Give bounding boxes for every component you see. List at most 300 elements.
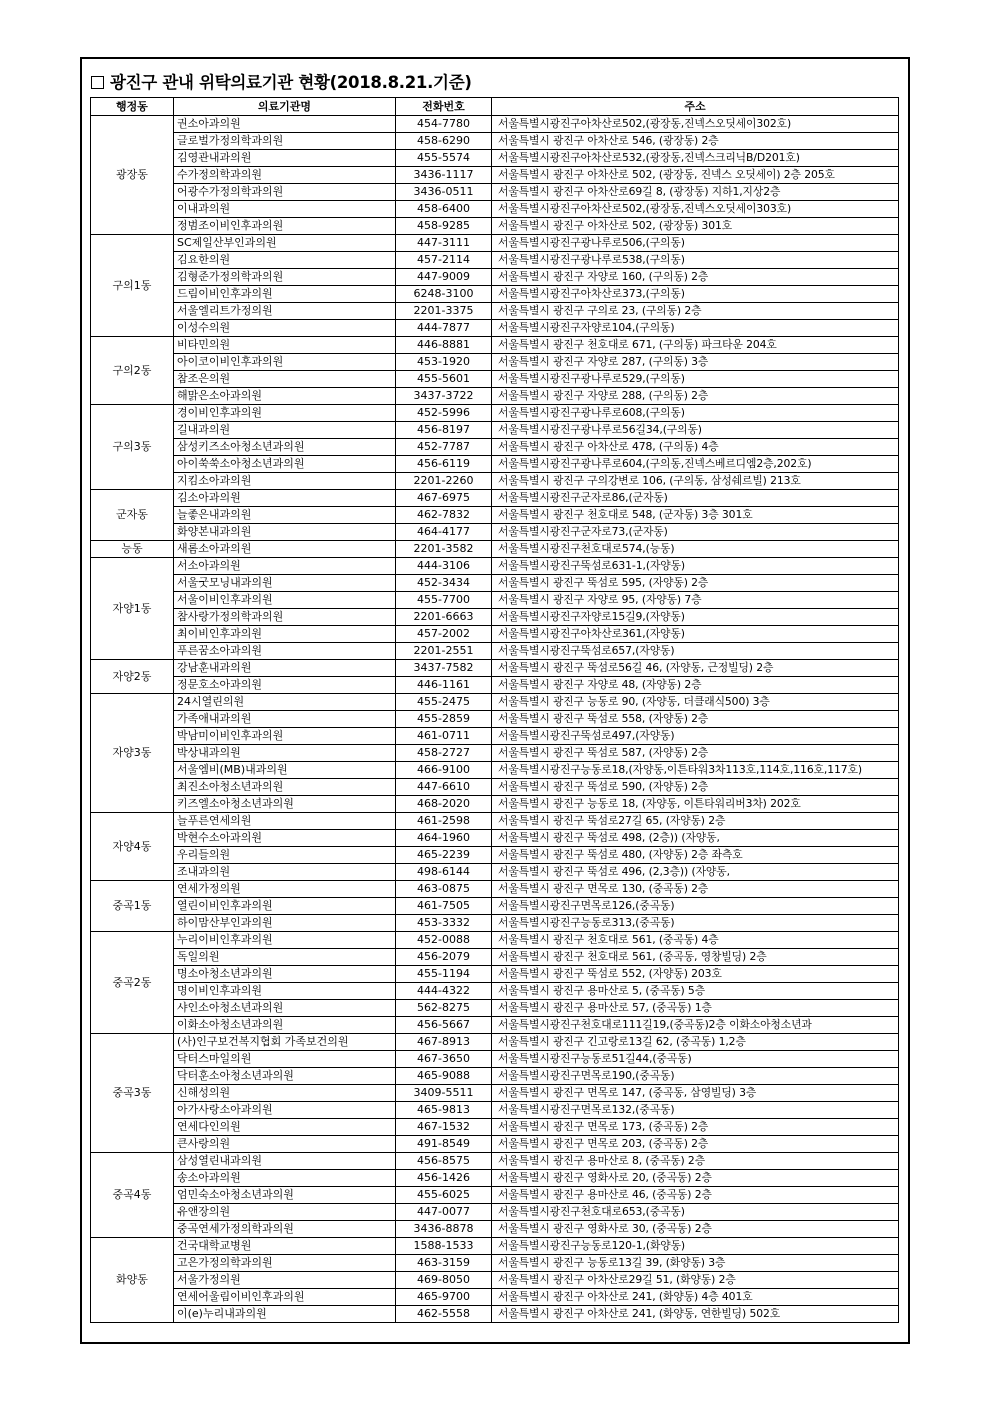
phone-cell: 453-3332 [396,915,492,932]
institution-name-cell: 어광수가정의학과의원 [174,184,396,201]
institution-name-cell: (사)인구보건복지협회 가족보건의원 [174,1034,396,1051]
institution-name-cell: 박상내과의원 [174,745,396,762]
phone-cell: 453-1920 [396,354,492,371]
table-row [91,694,899,711]
table-row [91,1204,899,1221]
phone-cell: 1588-1533 [396,1238,492,1255]
phone-cell: 467-1532 [396,1119,492,1136]
institution-name-cell: 연세다인의원 [174,1119,396,1136]
phone-cell: 461-2598 [396,813,492,830]
table-row [91,847,899,864]
dong-cell: 중곡3동 [91,1034,174,1153]
institution-name-cell: 최진소아청소년과의원 [174,779,396,796]
phone-cell: 444-4322 [396,983,492,1000]
address-cell: 서울특별시광진구아차산로502,(광장동,진넥스오딧세이302호) [492,116,899,133]
address-cell: 서울특별시광진구능동로313,(중곡동) [492,915,899,932]
dong-cell: 중곡1동 [91,881,174,932]
table-row [91,575,899,592]
table-row [91,1102,899,1119]
table-row [91,949,899,966]
dong-cell: 중곡2동 [91,932,174,1034]
address-cell: 서울특별시 광진구 면목로 130, (중곡동) 2층 [492,881,899,898]
address-cell: 서울특별시 광진구 자양로 160, (구의동) 2층 [492,269,899,286]
address-cell: 서울특별시광진구광나루로538,(구의동) [492,252,899,269]
table-row [91,218,899,235]
table-row [91,354,899,371]
institution-name-cell: 큰사랑의원 [174,1136,396,1153]
address-cell: 서울특별시광진구면목로190,(중곡동) [492,1068,899,1085]
phone-cell: 454-7780 [396,116,492,133]
institution-name-cell: 경이비인후과의원 [174,405,396,422]
phone-cell: 465-2239 [396,847,492,864]
institution-name-cell: 최이비인후과의원 [174,626,396,643]
institution-name-cell: 닥터스마일의원 [174,1051,396,1068]
phone-cell: 458-9285 [396,218,492,235]
table-row [91,371,899,388]
table-row [91,524,899,541]
phone-cell: 2201-6663 [396,609,492,626]
institution-name-cell: 아이쑥쑥소아청소년과의원 [174,456,396,473]
address-cell: 서울특별시 광진구 아차산로 502, (광장동, 진넥스 오딧세이) 2층 205호 [492,167,899,184]
phone-cell: 467-3650 [396,1051,492,1068]
institution-name-cell: 이(e)누리내과의원 [174,1306,396,1323]
table-row [91,1238,899,1255]
institution-name-cell: 참조은의원 [174,371,396,388]
dong-cell: 자양1동 [91,558,174,660]
phone-cell: 447-0077 [396,1204,492,1221]
address-cell: 서울특별시 광진구 영화사로 20, (중곡동) 2층 [492,1170,899,1187]
phone-cell: 458-6400 [396,201,492,218]
phone-cell: 463-3159 [396,1255,492,1272]
institution-name-cell: 샤인소아청소년과의원 [174,1000,396,1017]
address-cell: 서울특별시 광진구 면목로 173, (중곡동) 2층 [492,1119,899,1136]
table-row [91,541,899,558]
address-cell: 서울특별시 광진구 뚝섬로27길 65, (자양동) 2층 [492,813,899,830]
address-cell: 서울특별시광진구능동로51길44,(중곡동) [492,1051,899,1068]
dong-cell: 화양동 [91,1238,174,1323]
table-row [91,1136,899,1153]
phone-cell: 458-6290 [396,133,492,150]
table-row [91,1034,899,1051]
phone-cell: 2201-3582 [396,541,492,558]
address-cell: 서울특별시광진구천호대로653,(중곡동) [492,1204,899,1221]
institution-name-cell: 정범조이비인후과의원 [174,218,396,235]
address-cell: 서울특별시 광진구 뚝섬로 587, (자양동) 2층 [492,745,899,762]
institution-name-cell: 늘푸른연세의원 [174,813,396,830]
phone-cell: 463-0875 [396,881,492,898]
table-row [91,864,899,881]
address-cell: 서울특별시 광진구 아차산로69길 8, (광장동) 지하1,지상2층 [492,184,899,201]
address-cell: 서울특별시광진구광나루로506,(구의동) [492,235,899,252]
phone-cell: 444-3106 [396,558,492,575]
table-row [91,303,899,320]
table-row [91,473,899,490]
address-cell: 서울특별시 광진구 아차산로 478, (구의동) 4층 [492,439,899,456]
table-row [91,779,899,796]
phone-cell: 461-0711 [396,728,492,745]
institution-name-cell: 늘좋은내과의원 [174,507,396,524]
address-cell: 서울특별시광진구아차산로532,(광장동,진넥스크리닉B/D201호) [492,150,899,167]
phone-cell: 467-6975 [396,490,492,507]
checkbox-square-icon [91,76,104,89]
phone-cell: 457-2114 [396,252,492,269]
table-row [91,1153,899,1170]
institution-name-cell: 푸른꿈소아과의원 [174,643,396,660]
phone-cell: 455-1194 [396,966,492,983]
phone-cell: 456-8575 [396,1153,492,1170]
table-row [91,898,899,915]
institution-name-cell: 독일의원 [174,949,396,966]
table-row [91,252,899,269]
institution-name-cell: 박현수소아과의원 [174,830,396,847]
phone-cell: 447-3111 [396,235,492,252]
table-row [91,677,899,694]
address-cell: 서울특별시 광진구 구의강변로 106, (구의동, 삼성쉐르빌) 213호 [492,473,899,490]
address-cell: 서울특별시 광진구 자양로 288, (구의동) 2층 [492,388,899,405]
phone-cell: 462-7832 [396,507,492,524]
institution-name-cell: 서울가정의원 [174,1272,396,1289]
institution-name-cell: 김요한의원 [174,252,396,269]
address-cell: 서울특별시광진구군자로86,(군자동) [492,490,899,507]
address-cell: 서울특별시광진구군자로73,(군자동) [492,524,899,541]
address-cell: 서울특별시 광진구 긴고랑로13길 62, (중곡동) 1,2층 [492,1034,899,1051]
address-cell: 서울특별시 광진구 뚝섬로 480, (자양동) 2층 좌측호 [492,847,899,864]
address-cell: 서울특별시광진구면목로132,(중곡동) [492,1102,899,1119]
phone-cell: 455-5601 [396,371,492,388]
phone-cell: 3437-7582 [396,660,492,677]
phone-cell: 455-5574 [396,150,492,167]
address-cell: 서울특별시 광진구 뚝섬로 498, (2층)) (자양동, [492,830,899,847]
phone-cell: 461-7505 [396,898,492,915]
phone-cell: 458-2727 [396,745,492,762]
table-row [91,235,899,252]
phone-cell: 446-1161 [396,677,492,694]
phone-cell: 456-6119 [396,456,492,473]
phone-cell: 6248-3100 [396,286,492,303]
table-row [91,932,899,949]
institution-name-cell: 24시열린의원 [174,694,396,711]
institution-name-cell: 연세가정의원 [174,881,396,898]
table-row [91,184,899,201]
phone-cell: 464-4177 [396,524,492,541]
phone-cell: 462-5558 [396,1306,492,1323]
address-cell: 서울특별시 광진구 아차산로 241, (화양동, 연한빌딩) 502호 [492,1306,899,1323]
phone-cell: 456-2079 [396,949,492,966]
institution-name-cell: 서소아과의원 [174,558,396,575]
phone-cell: 465-9813 [396,1102,492,1119]
header-name: 의료기관명 [174,98,396,116]
phone-cell: 468-2020 [396,796,492,813]
table-row [91,1170,899,1187]
address-cell: 서울특별시광진구광나루로608,(구의동) [492,405,899,422]
institution-name-cell: 서울굿모닝내과의원 [174,575,396,592]
table-row [91,796,899,813]
phone-cell: 452-5996 [396,405,492,422]
table-row [91,1068,899,1085]
phone-cell: 455-2859 [396,711,492,728]
institution-name-cell: 김영관내과의원 [174,150,396,167]
phone-cell: 455-6025 [396,1187,492,1204]
address-cell: 서울특별시광진구면목로126,(중곡동) [492,898,899,915]
address-cell: 서울특별시 광진구 천호대로 561, (중곡동, 영창빌딩) 2층 [492,949,899,966]
institution-name-cell: 참사랑가정의학과의원 [174,609,396,626]
institution-name-cell: 연세어울림이비인후과의원 [174,1289,396,1306]
table-row [91,881,899,898]
institution-name-cell: 삼성키즈소아청소년과의원 [174,439,396,456]
institution-name-cell: 삼성열린내과의원 [174,1153,396,1170]
phone-cell: 3409-5511 [396,1085,492,1102]
address-cell: 서울특별시 광진구 자양로 48, (자양동) 2층 [492,677,899,694]
header-phone: 전화번호 [396,98,492,116]
institution-name-cell: 강남훈내과의원 [174,660,396,677]
table-row [91,133,899,150]
phone-cell: 2201-2260 [396,473,492,490]
table-row [91,558,899,575]
address-cell: 서울특별시 광진구 뚝섬로 552, (자양동) 203호 [492,966,899,983]
table-row [91,490,899,507]
table-row [91,116,899,133]
institution-name-cell: 유앤장의원 [174,1204,396,1221]
dong-cell: 구의1동 [91,235,174,337]
institution-name-cell: 열린이비인후과의원 [174,898,396,915]
institution-name-cell: 이화소아청소년과의원 [174,1017,396,1034]
table-row [91,1289,899,1306]
table-row [91,1221,899,1238]
institution-name-cell: 조내과의원 [174,864,396,881]
institution-name-cell: 글로벌가정의학과의원 [174,133,396,150]
institution-name-cell: 고은가정의학과의원 [174,1255,396,1272]
address-cell: 서울특별시광진구천호대로111길19,(중곡동)2층 이화소아청소년과 [492,1017,899,1034]
table-row [91,1017,899,1034]
dong-cell: 구의3동 [91,405,174,490]
address-cell: 서울특별시 광진구 자양로 95, (자양동) 7층 [492,592,899,609]
institution-name-cell: 건국대학교병원 [174,1238,396,1255]
institution-name-cell: 서울엠비(MB)내과의원 [174,762,396,779]
table-row [91,711,899,728]
table-row [91,1000,899,1017]
table-row [91,830,899,847]
address-cell: 서울특별시 광진구 천호대로 548, (군자동) 3층 301호 [492,507,899,524]
institution-name-cell: SC제일산부인과의원 [174,235,396,252]
institution-name-cell: 서울엘리트가정의원 [174,303,396,320]
table-row [91,269,899,286]
table-row [91,1119,899,1136]
institution-name-cell: 이내과의원 [174,201,396,218]
table-row [91,201,899,218]
institution-name-cell: 우리들의원 [174,847,396,864]
phone-cell: 452-0088 [396,932,492,949]
dong-cell: 광장동 [91,116,174,235]
address-cell: 서울특별시광진구자양로104,(구의동) [492,320,899,337]
address-cell: 서울특별시광진구광나루로56길34,(구의동) [492,422,899,439]
institution-name-cell: 가족애내과의원 [174,711,396,728]
institution-name-cell: 서울이비인후과의원 [174,592,396,609]
address-cell: 서울특별시광진구천호대로574,(능동) [492,541,899,558]
institution-name-cell: 신해성의원 [174,1085,396,1102]
table-row [91,1255,899,1272]
address-cell: 서울특별시 광진구 천호대로 561, (중곡동) 4층 [492,932,899,949]
address-cell: 서울특별시 광진구 뚝섬로 496, (2,3층)) (자양동, [492,864,899,881]
address-cell: 서울특별시광진구능동로18,(자양동,이튼타워3차113호,114호,116호,117호) [492,762,899,779]
phone-cell: 444-7877 [396,320,492,337]
address-cell: 서울특별시 광진구 아차산로 502, (광장동) 301호 [492,218,899,235]
phone-cell: 452-3434 [396,575,492,592]
table-row [91,813,899,830]
table-row [91,1272,899,1289]
phone-cell: 465-9088 [396,1068,492,1085]
address-cell: 서울특별시 광진구 영화사로 30, (중곡동) 2층 [492,1221,899,1238]
page-title [91,69,472,93]
address-cell: 서울특별시 광진구 면목로 147, (중곡동, 삼영빌딩) 3층 [492,1085,899,1102]
table-row [91,660,899,677]
address-cell: 서울특별시광진구아차산로361,(자양동) [492,626,899,643]
institution-name-cell: 박남미이비인후과의원 [174,728,396,745]
institution-name-cell: 중곡연세가정의학과의원 [174,1221,396,1238]
address-cell: 서울특별시 광진구 능동로 18, (자양동, 이튼타워리버3차) 202호 [492,796,899,813]
institution-name-cell: 누리이비인후과의원 [174,932,396,949]
phone-cell: 457-2002 [396,626,492,643]
institution-name-cell: 김형준가정의학과의원 [174,269,396,286]
table-body [91,116,899,1323]
address-cell: 서울특별시광진구뚝섬로497,(자양동) [492,728,899,745]
institution-name-cell: 김소아과의원 [174,490,396,507]
phone-cell: 467-8913 [396,1034,492,1051]
phone-cell: 452-7787 [396,439,492,456]
table-row [91,915,899,932]
table-row [91,405,899,422]
institution-name-cell: 새롬소아과의원 [174,541,396,558]
address-cell: 서울특별시광진구자양로15길9,(자양동) [492,609,899,626]
dong-cell: 자양4동 [91,813,174,881]
table-header-row [91,98,899,116]
dong-cell: 중곡4동 [91,1153,174,1238]
table-row [91,609,899,626]
institution-name-cell: 하이맘산부인과의원 [174,915,396,932]
phone-cell: 464-1960 [396,830,492,847]
table-row [91,626,899,643]
dong-cell: 자양2동 [91,660,174,694]
table-row [91,1085,899,1102]
address-cell: 서울특별시 광진구 용마산로 46, (중곡동) 2층 [492,1187,899,1204]
address-cell: 서울특별시 광진구 아차산로 241, (화양동) 4층 401호 [492,1289,899,1306]
phone-cell: 456-8197 [396,422,492,439]
header-address: 주소 [492,98,899,116]
address-cell: 서울특별시 광진구 자양로 287, (구의동) 3층 [492,354,899,371]
address-cell: 서울특별시 광진구 용마산로 8, (중곡동) 2층 [492,1153,899,1170]
institution-name-cell: 수가정의학과의원 [174,167,396,184]
phone-cell: 3436-1117 [396,167,492,184]
phone-cell: 447-6610 [396,779,492,796]
dong-cell: 능동 [91,541,174,558]
table-row [91,507,899,524]
phone-cell: 465-9700 [396,1289,492,1306]
table-row [91,439,899,456]
address-cell: 서울특별시광진구광나루로529,(구의동) [492,371,899,388]
table-row [91,983,899,1000]
address-cell: 서울특별시 광진구 능동로 90, (자양동, 더클래식500) 3층 [492,694,899,711]
address-cell: 서울특별시광진구아차산로502,(광장동,진넥스오딧세이303호) [492,201,899,218]
document-frame [80,57,910,1344]
address-cell: 서울특별시광진구뚝섬로657,(자양동) [492,643,899,660]
institution-name-cell: 아가사랑소아과의원 [174,1102,396,1119]
institution-name-cell: 아이코이비인후과의원 [174,354,396,371]
institution-name-cell: 비타민의원 [174,337,396,354]
phone-cell: 498-6144 [396,864,492,881]
table-row [91,320,899,337]
dong-cell: 군자동 [91,490,174,541]
institution-name-cell: 키즈엘소아청소년과의원 [174,796,396,813]
address-cell: 서울특별시 광진구 천호대로 671, (구의동) 파크타운 204호 [492,337,899,354]
table-row [91,728,899,745]
table-row [91,1051,899,1068]
address-cell: 서울특별시 광진구 뚝섬로56길 46, (자양동, 근정빌딩) 2층 [492,660,899,677]
address-cell: 서울특별시광진구능동로120-1,(화양동) [492,1238,899,1255]
phone-cell: 2201-2551 [396,643,492,660]
table-row [91,150,899,167]
address-cell: 서울특별시 광진구 용마산로 57, (중곡동) 1층 [492,1000,899,1017]
phone-cell: 447-9009 [396,269,492,286]
address-cell: 서울특별시광진구광나루로604,(구의동,진넥스베르디엠2층,202호) [492,456,899,473]
address-cell: 서울특별시 광진구 뚝섬로 590, (자양동) 2층 [492,779,899,796]
table-row [91,286,899,303]
header-dong: 행정동 [91,98,174,116]
phone-cell: 456-1426 [396,1170,492,1187]
institution-name-cell: 길내과의원 [174,422,396,439]
address-cell: 서울특별시 광진구 용마산로 5, (중곡동) 5층 [492,983,899,1000]
medical-institution-table [90,97,899,1323]
table-row [91,1187,899,1204]
phone-cell: 491-8549 [396,1136,492,1153]
table-row [91,167,899,184]
phone-cell: 2201-3375 [396,303,492,320]
address-cell: 서울특별시광진구아차산로373,(구의동) [492,286,899,303]
address-cell: 서울특별시광진구뚝섬로631-1,(자양동) [492,558,899,575]
dong-cell: 구의2동 [91,337,174,405]
dong-cell: 자양3동 [91,694,174,813]
institution-name-cell: 엄민숙소아청소년과의원 [174,1187,396,1204]
phone-cell: 446-8881 [396,337,492,354]
institution-name-cell: 명이비인후과의원 [174,983,396,1000]
page-title-text: 광진구 관내 위탁의료기관 현황(2018.8.21.기준) [110,73,472,92]
table-row [91,1306,899,1323]
phone-cell: 455-2475 [396,694,492,711]
table-row [91,592,899,609]
phone-cell: 456-5667 [396,1017,492,1034]
phone-cell: 469-8050 [396,1272,492,1289]
institution-name-cell: 이성수의원 [174,320,396,337]
table-row [91,745,899,762]
table-row [91,422,899,439]
phone-cell: 3437-3722 [396,388,492,405]
phone-cell: 562-8275 [396,1000,492,1017]
table-row [91,643,899,660]
institution-name-cell: 드림이비인후과의원 [174,286,396,303]
address-cell: 서울특별시 광진구 뚝섬로 558, (자양동) 2층 [492,711,899,728]
phone-cell: 3436-0511 [396,184,492,201]
phone-cell: 466-9100 [396,762,492,779]
table-row [91,337,899,354]
institution-name-cell: 지킴소아과의원 [174,473,396,490]
phone-cell: 3436-8878 [396,1221,492,1238]
address-cell: 서울특별시 광진구 뚝섬로 595, (자양동) 2층 [492,575,899,592]
address-cell: 서울특별시 광진구 능동로13길 39, (화양동) 3층 [492,1255,899,1272]
address-cell: 서울특별시 광진구 아차산로 546, (광장동) 2층 [492,133,899,150]
address-cell: 서울특별시 광진구 면목로 203, (중곡동) 2층 [492,1136,899,1153]
address-cell: 서울특별시 광진구 구의로 23, (구의동) 2층 [492,303,899,320]
institution-name-cell: 정문호소아과의원 [174,677,396,694]
institution-name-cell: 해맑은소아과의원 [174,388,396,405]
institution-name-cell: 닥터훈소아청소년과의원 [174,1068,396,1085]
